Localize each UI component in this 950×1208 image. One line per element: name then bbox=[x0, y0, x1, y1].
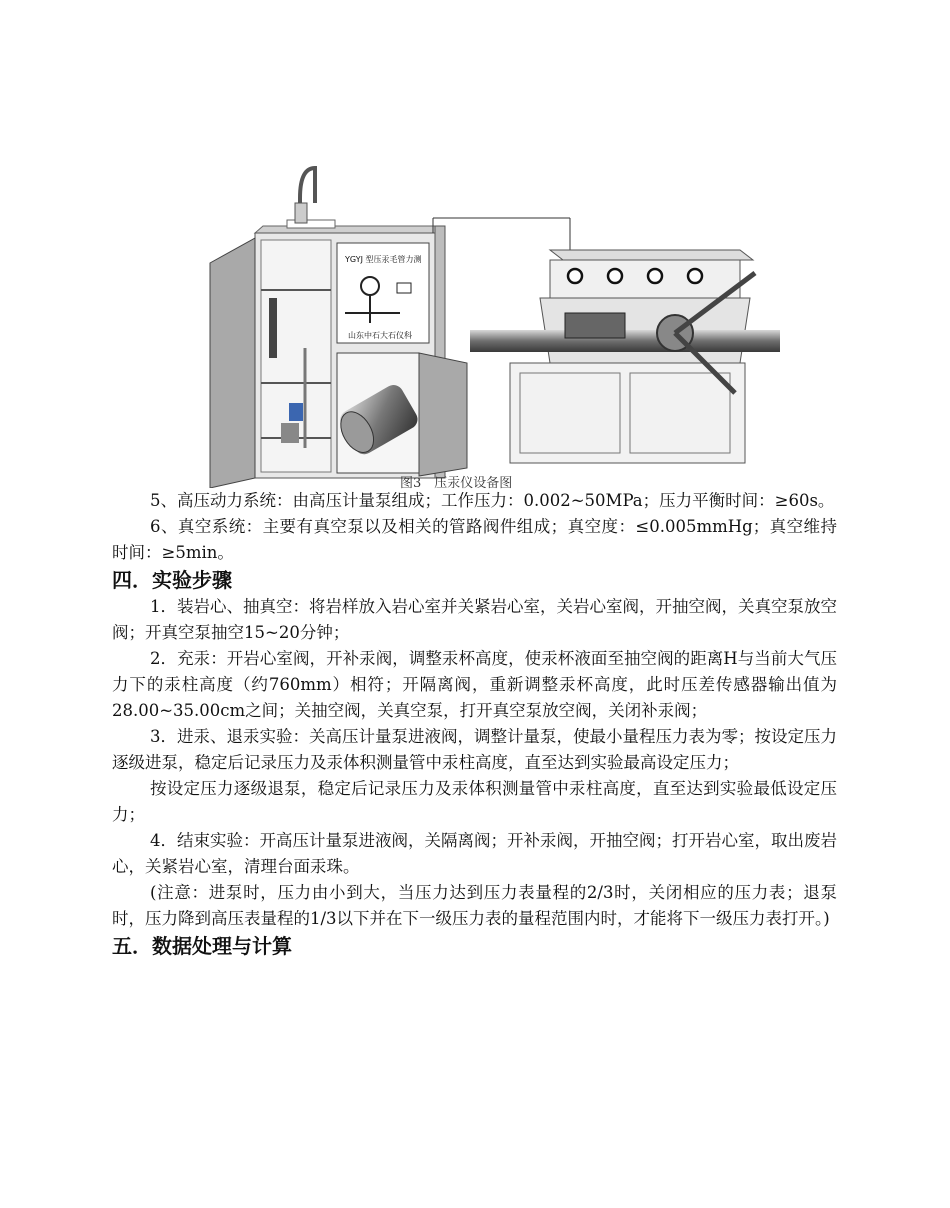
panel-footer: 山东中石大石仪科 bbox=[348, 331, 412, 340]
step-2: 2．充汞：开岩心室阀，开补汞阀，调整汞杯高度，使汞杯液面至抽空阀的距离H与当前大气压力下的汞柱高度（约760mm）相符；开隔离阀，重新调整汞杯高度，此时压差传感器输出值为28.00~35.00cm之间；关抽空阀，关真空泵，打开真空泵放空阀，关闭补汞阀； bbox=[112, 649, 837, 720]
document-body bbox=[112, 488, 837, 960]
note: (注意：进泵时，压力由小到大，当压力达到压力表量程的2/3时，关闭相应的压力表；退泵时，压力降到高压表量程的1/3以下并在下一级压力表的量程范围内时，才能将下一级压力表打开。) bbox=[112, 883, 837, 928]
step-1: 1．装岩心、抽真空：将岩样放入岩心室并关紧岩心室，关岩心室阀，开抽空阀，关真空泵放空阀；开真空泵抽空15~20分钟； bbox=[112, 597, 837, 642]
equipment-figure bbox=[205, 158, 780, 488]
cabinet bbox=[210, 168, 467, 488]
section-heading-steps: 四．实验步骤 bbox=[112, 568, 232, 592]
pump-station bbox=[470, 250, 780, 463]
step-4: 4．结束实验：开高压计量泵进液阀，关隔离阀；开补汞阀，开抽空阀；打开岩心室，取出废岩心，关紧岩心室，清理台面汞珠。 bbox=[112, 831, 837, 876]
paragraph-vacuum-system: 6、真空系统：主要有真空泵以及相关的管路阀件组成；真空度：≤0.005mmHg；真空维持时间：≥5min。 bbox=[112, 517, 837, 562]
equipment-drawing bbox=[205, 158, 780, 488]
step-3: 3．进汞、退汞实验：关高压计量泵进液阀，调整计量泵，使最小量程压力表为零；按设定压力逐级进泵，稳定后记录压力及汞体积测量管中汞柱高度，直至达到实验最高设定压力； bbox=[112, 727, 837, 772]
paragraph-power-system: 5、高压动力系统：由高压计量泵组成；工作压力：0.002~50MPa；压力平衡时间：≥60s。 bbox=[150, 491, 835, 510]
step-3-continued: 按设定压力逐级退泵，稳定后记录压力及汞体积测量管中汞柱高度，直至达到实验最低设定压力； bbox=[112, 779, 837, 824]
panel-title: YGYJ 型压汞毛管力测 bbox=[345, 255, 422, 264]
figure-caption: 图3 压汞仪设备图 bbox=[400, 476, 513, 491]
section-heading-data: 五．数据处理与计算 bbox=[112, 934, 292, 958]
